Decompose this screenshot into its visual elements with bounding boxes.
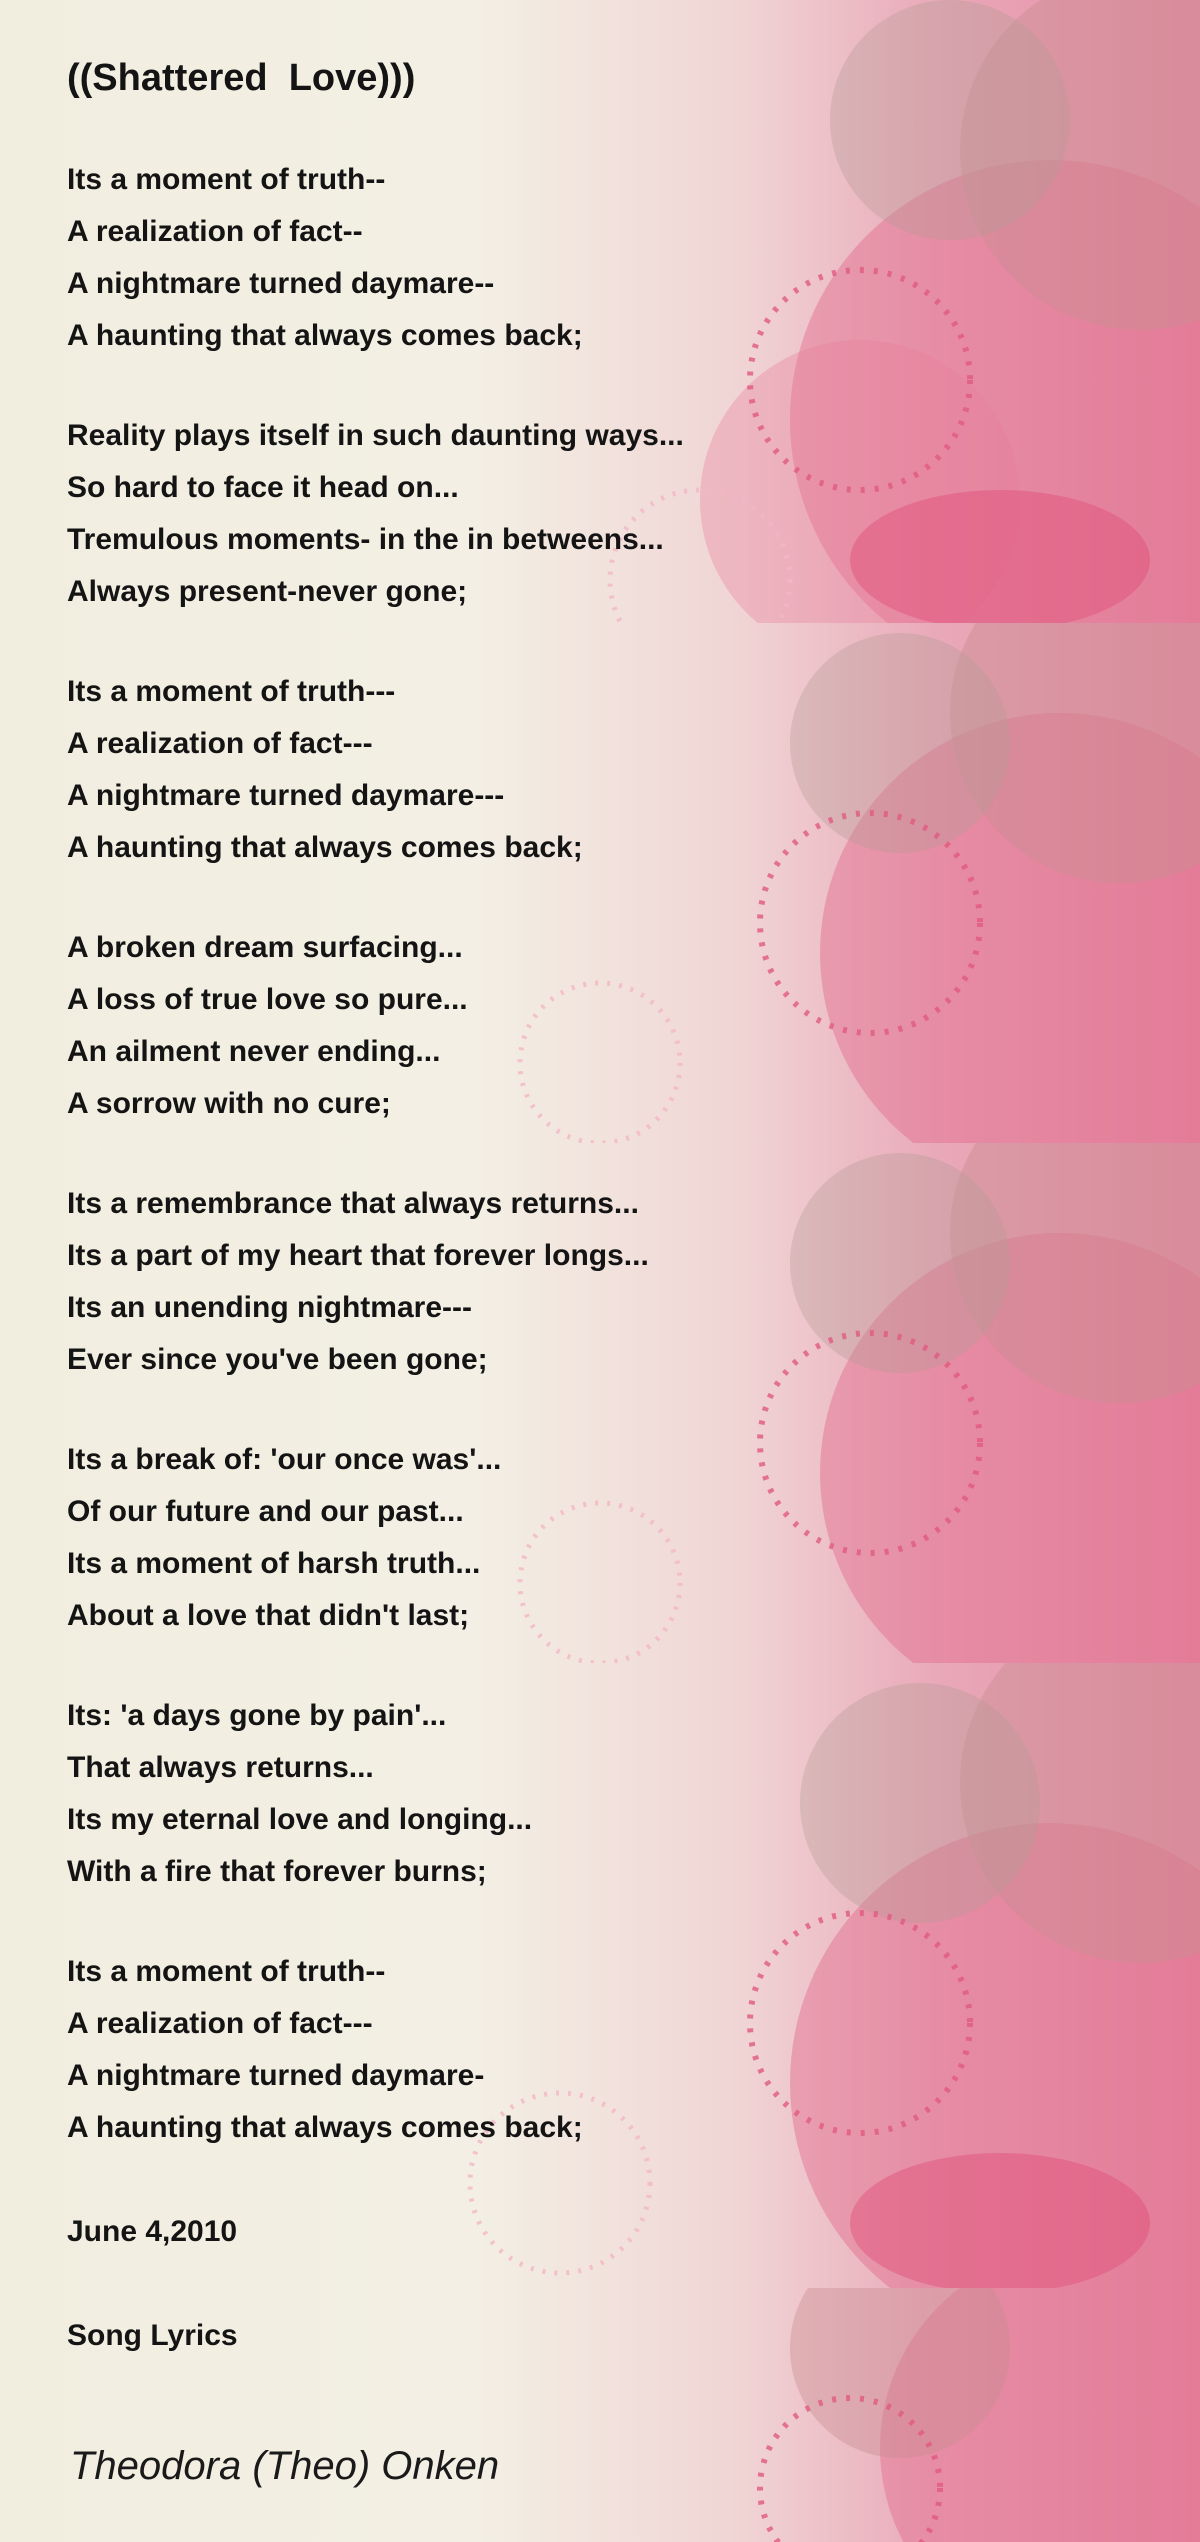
- stanza-8: [67, 1946, 1167, 2154]
- poem-line: Always present-never gone;: [67, 575, 468, 608]
- stanza-1: [67, 154, 1167, 362]
- poem-line: Its a remembrance that always returns...: [67, 1187, 639, 1220]
- stanza-6: [67, 1434, 1167, 1642]
- poem-line: Its: 'a days gone by pain'...: [67, 1699, 447, 1732]
- poem-line: A realization of fact---: [67, 2007, 373, 2040]
- poem-line: Its a moment of truth---: [67, 675, 396, 708]
- stanza-7: [67, 1690, 1167, 1898]
- poem-line: A haunting that always comes back;: [67, 831, 583, 864]
- poem-line: A sorrow with no cure;: [67, 1087, 391, 1120]
- poem-date: June 4,2010: [67, 2215, 238, 2248]
- poem-line: Its a moment of truth--: [67, 1955, 386, 1988]
- poem-author: Theodora (Theo) Onken: [70, 2444, 500, 2488]
- poem-line: About a love that didn't last;: [67, 1599, 470, 1632]
- poem-line: Reality plays itself in such daunting ways...: [67, 419, 684, 452]
- poem-line: A haunting that always comes back;: [67, 2111, 583, 2144]
- poem-line: An ailment never ending...: [67, 1035, 441, 1068]
- poem-line: With a fire that forever burns;: [67, 1855, 487, 1888]
- poem-line: Of our future and our past...: [67, 1495, 464, 1528]
- poem-category: Song Lyrics: [67, 2319, 238, 2352]
- poem-line: Its an unending nightmare---: [67, 1291, 472, 1324]
- stanza-5: [67, 1178, 1167, 1386]
- poem-line: Its a break of: 'our once was'...: [67, 1443, 502, 1476]
- poem-line: Its a moment of truth--: [67, 163, 386, 196]
- poem-line: That always returns...: [67, 1751, 374, 1784]
- poem-line: Its my eternal love and longing...: [67, 1803, 533, 1836]
- poem-line: A nightmare turned daymare-: [67, 2059, 485, 2092]
- stanza-3: [67, 666, 1167, 874]
- poem-line: Its a part of my heart that forever longs...: [67, 1239, 649, 1272]
- poem-line: A broken dream surfacing...: [67, 931, 463, 964]
- poem-line: A nightmare turned daymare---: [67, 779, 505, 812]
- poem: [67, 50, 1167, 2362]
- poem-line: Its a moment of harsh truth...: [67, 1547, 481, 1580]
- poem-line: So hard to face it head on...: [67, 471, 459, 504]
- poem-line: A realization of fact---: [67, 727, 373, 760]
- poem-line: A nightmare turned daymare--: [67, 267, 495, 300]
- stanza-2: [67, 410, 1167, 618]
- poem-line: A realization of fact--: [67, 215, 363, 248]
- poem-line: Tremulous moments- in the in betweens...: [67, 523, 664, 556]
- poem-line: Ever since you've been gone;: [67, 1343, 488, 1376]
- poem-title: ((Shattered Love))): [67, 57, 416, 99]
- poem-line: A haunting that always comes back;: [67, 319, 583, 352]
- stanza-4: [67, 922, 1167, 1130]
- poem-line: A loss of true love so pure...: [67, 983, 468, 1016]
